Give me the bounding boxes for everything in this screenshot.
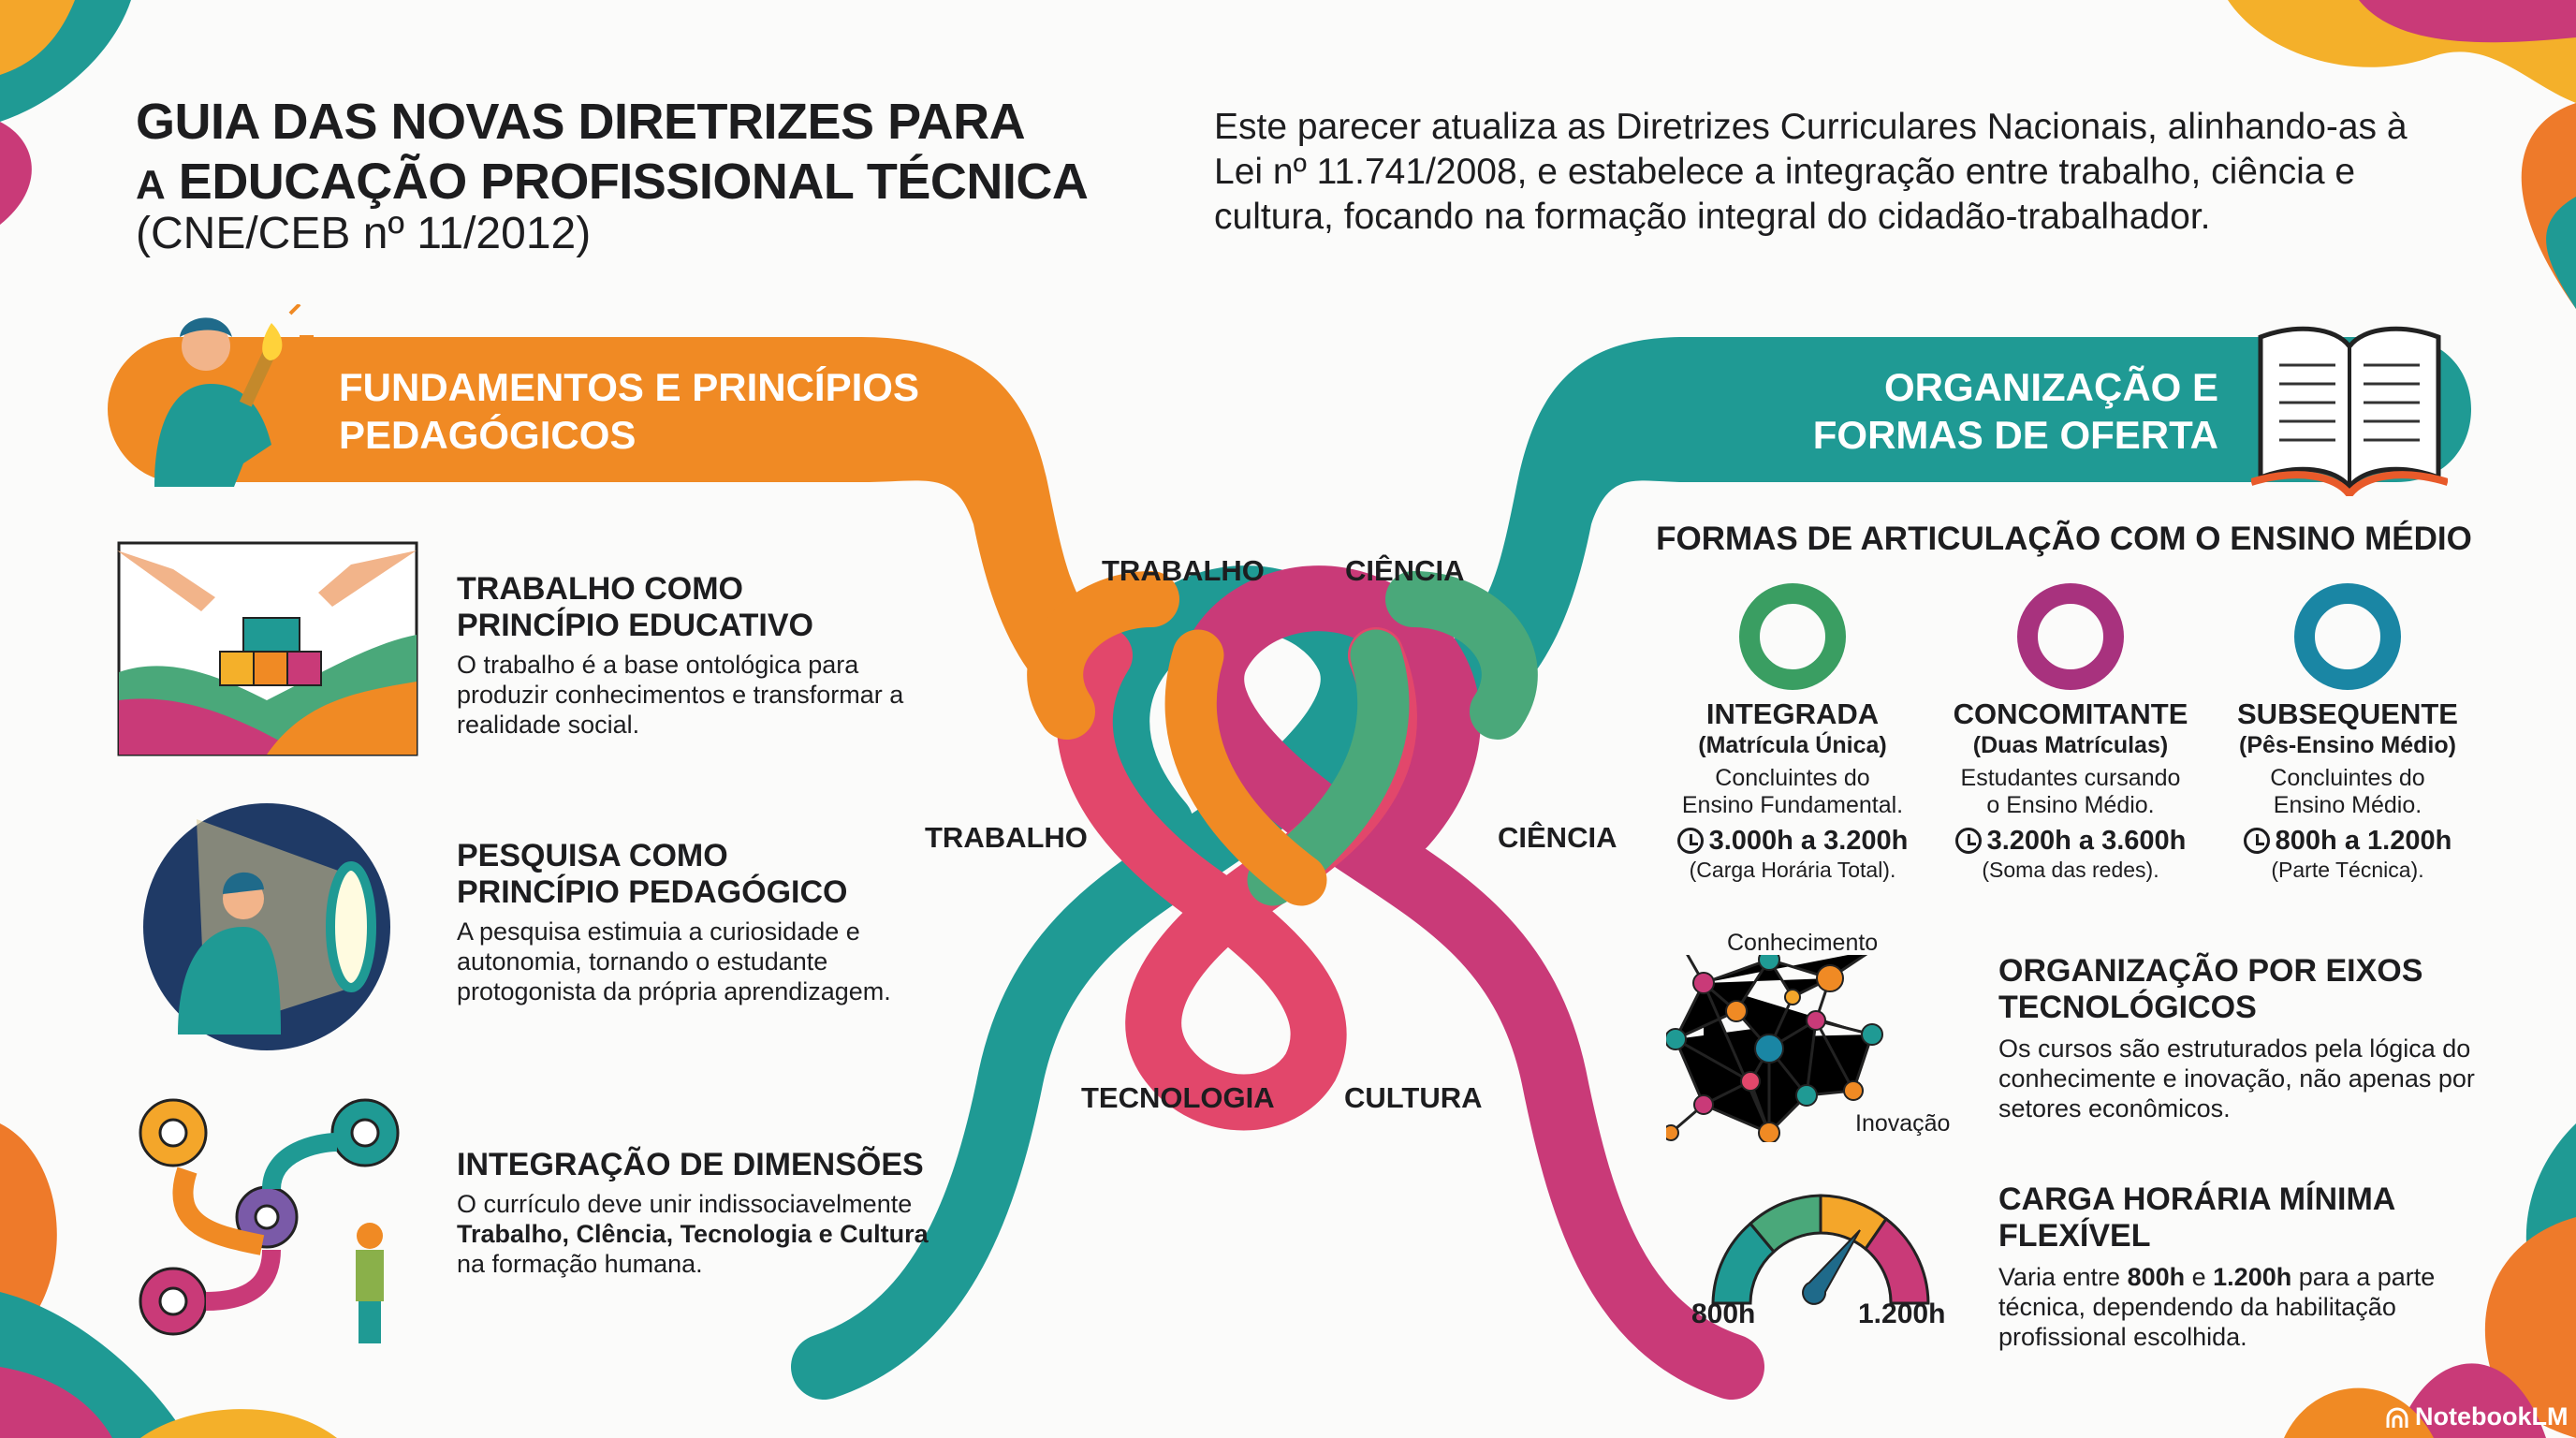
eixos-title-line-1: ORGANIZAÇÃO POR EIXOS bbox=[1998, 953, 2423, 989]
carga-body bbox=[1998, 1262, 2457, 1352]
item-body-bold: Trabalho, Clência, Tecnologia e Cultura bbox=[457, 1220, 929, 1248]
form-title: INTEGRADA bbox=[1705, 697, 1880, 730]
form-desc bbox=[1652, 765, 1933, 819]
knot-label-ciencia: CIÊNCIA bbox=[1498, 821, 1617, 854]
carga-title-line-2: FLEXÍVEL bbox=[1998, 1218, 2151, 1254]
item-title-line-2: PRINCÍPIO PEDAGÓGICO bbox=[457, 874, 848, 910]
item-trabalho bbox=[457, 571, 944, 740]
desc-line-2: Ensino Fundamental. bbox=[1681, 792, 1904, 818]
item-body: A pesquisa estimuia a curiosidade e autonomia, tornando o estudante protogonista da própria aprendizagem. bbox=[457, 917, 891, 1005]
right-banner-line-2: FORMAS DE OFERTA bbox=[1812, 413, 2218, 457]
item-pesquisa bbox=[457, 838, 944, 1006]
knot-label-trabalho-top: TRABALHO bbox=[1102, 554, 1265, 587]
form-concomitante bbox=[1930, 580, 2211, 883]
knot-label-cultura: CULTURA bbox=[1344, 1081, 1483, 1114]
clock-icon bbox=[1677, 828, 1704, 854]
title-line-1: GUIA DAS NOVAS DIRETRIZES PARA bbox=[136, 94, 1026, 150]
ring-icon bbox=[1652, 580, 1933, 693]
carga-body-pre: Varia entre bbox=[1998, 1263, 2128, 1291]
page-subtitle: (CNE/CEB nº 11/2012) bbox=[136, 209, 592, 258]
item-body bbox=[457, 1189, 962, 1279]
title-line-2 bbox=[136, 152, 1088, 215]
item-title-line-2: PRINCÍPIO EDUCATIVO bbox=[457, 608, 813, 643]
item-title-line-1: TRABALHO COMO bbox=[457, 571, 743, 607]
carga-body-max: 1.200h bbox=[2213, 1263, 2292, 1291]
eixos-body: Os cursos são estruturados pela lógica do conhecimente e inovação, não apenas por setores econômicos. bbox=[1998, 1034, 2475, 1123]
desc-line-2: Ensino Médio. bbox=[2273, 792, 2422, 818]
title-prefix: A bbox=[136, 162, 166, 208]
left-banner-title bbox=[339, 363, 919, 459]
form-note: (Carga Horária Total). bbox=[1689, 858, 1896, 882]
form-hours bbox=[1930, 825, 2211, 857]
brand-text: NotebookLM bbox=[2415, 1402, 2569, 1431]
form-note: (Soma das redes). bbox=[1982, 858, 2159, 882]
network-label-conhecimento: Conhecimento bbox=[1727, 930, 1879, 956]
hours-value: 800h a 1.200h bbox=[2275, 826, 2452, 856]
forms-section-title: FORMAS DE ARTICULAÇÃO COM O ENSINO MÉDIO bbox=[1656, 521, 2472, 557]
ring-icon bbox=[2207, 580, 2488, 693]
form-desc bbox=[1930, 765, 2211, 819]
right-banner-title bbox=[1732, 363, 2218, 459]
open-book-icon bbox=[2251, 318, 2448, 496]
clock-icon bbox=[1955, 828, 1982, 854]
form-title: CONCOMITANTE bbox=[1953, 697, 2188, 730]
clock-icon bbox=[2244, 828, 2270, 854]
form-title: SUBSEQUENTE bbox=[2237, 697, 2458, 730]
form-subsequente bbox=[2207, 580, 2488, 883]
gauge-max-label: 1.200h bbox=[1858, 1299, 1946, 1329]
item-title: INTEGRAÇÃO DE DIMENSÕES bbox=[457, 1147, 924, 1182]
title-line-2-text: EDUCAÇÃO PROFISSIONAL TÉCNICA bbox=[178, 154, 1089, 210]
carga-body-post: para a parte técnica, dependendo da habilitação profissional escolhida. bbox=[1998, 1263, 2436, 1351]
desc-line-1: Estudantes cursando bbox=[1960, 765, 2181, 791]
ring-icon bbox=[1930, 580, 2211, 693]
gauge-min-label: 800h bbox=[1691, 1299, 1756, 1329]
form-subtitle: (Pês-Ensino Médio) bbox=[2239, 732, 2456, 758]
corner-blob-top-left bbox=[0, 0, 131, 225]
form-subtitle: (Matrícula Única) bbox=[1698, 732, 1887, 758]
eixos-section bbox=[1998, 953, 2485, 1123]
notebooklm-watermark bbox=[2385, 1402, 2568, 1431]
carga-body-mid: e bbox=[2185, 1263, 2214, 1291]
left-banner-line-1: FUNDAMENTOS E PRINCÍPIOS bbox=[339, 365, 919, 409]
carga-title-line-1: CARGA HORÁRIA MÍNIMA bbox=[1998, 1181, 2396, 1217]
form-subtitle: (Duas Matrículas) bbox=[1972, 732, 2169, 758]
item-integracao bbox=[457, 1147, 962, 1279]
notebooklm-logo-icon bbox=[2385, 1407, 2409, 1428]
form-integrada bbox=[1652, 580, 1933, 883]
knot-label-trabalho: TRABALHO bbox=[925, 821, 1088, 854]
item-body: O trabalho é a base ontológica para produzir conhecimentos e transformar a realidade social. bbox=[457, 651, 904, 739]
left-banner-line-2: PEDAGÓGICOS bbox=[339, 413, 637, 457]
person-portal-icon bbox=[140, 800, 393, 1053]
network-graph-icon bbox=[1666, 955, 1966, 1142]
person-torch-icon bbox=[131, 304, 318, 492]
carga-body-min: 800h bbox=[2127, 1263, 2186, 1291]
hours-value: 3.000h a 3.200h bbox=[1708, 826, 1909, 856]
item-body-line-3: na formação humana. bbox=[457, 1250, 703, 1278]
hands-building-blocks-icon bbox=[117, 541, 418, 756]
desc-line-1: Concluintes do bbox=[2270, 765, 2425, 791]
item-title-line-1: PESQUISA COMO bbox=[457, 838, 728, 873]
knot-label-ciencia-top: CIÊNCIA bbox=[1345, 554, 1465, 587]
right-banner-line-1: ORGANIZAÇÃO E bbox=[1884, 365, 2218, 409]
network-label-inovacao: Inovação bbox=[1855, 1110, 1951, 1137]
page-title bbox=[136, 92, 1088, 215]
form-hours bbox=[1652, 825, 1933, 857]
knot-label-tecnologia: TECNOLOGIA bbox=[1081, 1081, 1275, 1114]
gears-flow-icon bbox=[131, 1095, 412, 1348]
hours-value: 3.200h a 3.600h bbox=[1986, 826, 2187, 856]
desc-line-2: o Ensino Médio. bbox=[1986, 792, 2155, 818]
carga-section bbox=[1998, 1181, 2457, 1352]
intro-paragraph: Este parecer atualiza as Diretrizes Curriculares Nacionais, alinhando-as à Lei nº 11.741/2008, e estabelece a integração entre trabalho, ciência e cultura, focando na formação integral do cidadão-trabalhador. bbox=[1214, 107, 2408, 237]
item-body-line-1: O currículo deve unir indissociavelmente bbox=[457, 1190, 913, 1218]
form-desc bbox=[2207, 765, 2488, 819]
form-hours bbox=[2207, 825, 2488, 857]
desc-line-1: Concluintes do bbox=[1715, 765, 1870, 791]
eixos-title-line-2: TECNOLÓGICOS bbox=[1998, 990, 2257, 1025]
form-note: (Parte Técnica). bbox=[2271, 858, 2424, 882]
